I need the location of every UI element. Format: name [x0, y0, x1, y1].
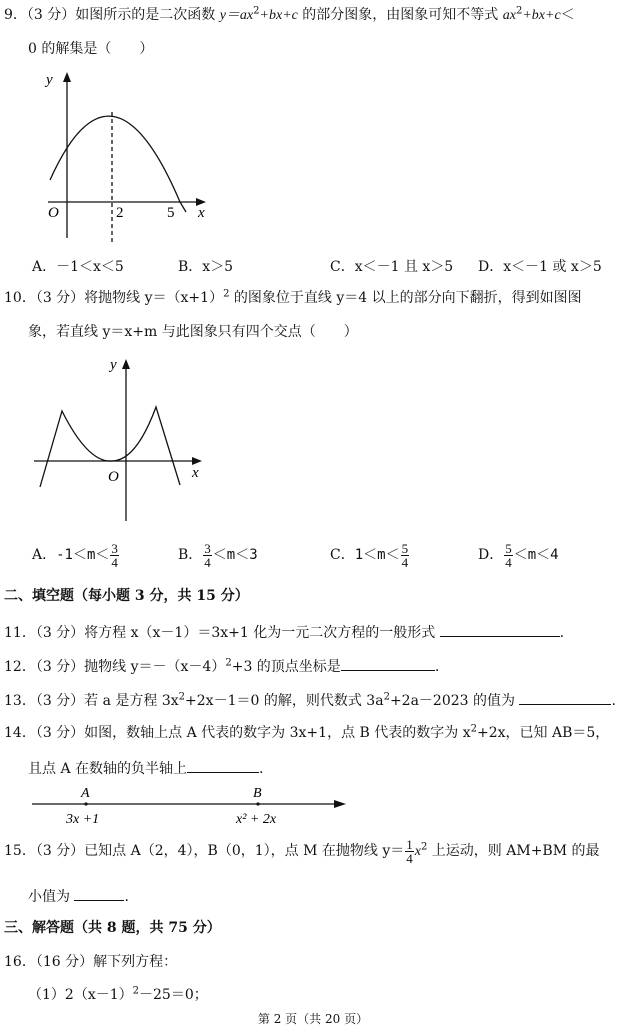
- frac-den: 4: [505, 554, 512, 570]
- q11-period: .: [559, 625, 565, 641]
- q13-text-b: +2x－1＝0 的解，则代数式 3a: [185, 693, 384, 709]
- q14-line1: [4, 724, 609, 742]
- q9-ineq-b: +bx+c: [522, 8, 561, 23]
- q16-text-b: －25＝0；: [139, 987, 208, 1003]
- q10-option-a[interactable]: [32, 540, 120, 570]
- q10-origin: O: [108, 469, 119, 485]
- q9-y-label: y: [46, 72, 53, 88]
- frac-num: 5: [401, 540, 409, 556]
- opt-text: ＜m＜4: [513, 547, 559, 563]
- sup: 2: [225, 657, 232, 669]
- q10-line1: [4, 289, 582, 307]
- q15-answer-blank[interactable]: [74, 886, 124, 901]
- q13-answer-blank[interactable]: [519, 690, 611, 705]
- sup: 2: [132, 985, 139, 997]
- sup: 2: [383, 691, 390, 703]
- q15-text-line2: 小值为: [28, 889, 70, 905]
- q15-line1: [4, 832, 600, 871]
- q14-label-b: B: [253, 786, 262, 801]
- frac-den: 4: [204, 554, 211, 570]
- q12-text-a: 12．（3 分）抛物线 y＝－（x－4）: [4, 659, 226, 675]
- q11-text: 11．（3 分）将方程 x（x－1）＝3x+1 化为一元二次方程的一般形式: [4, 625, 436, 641]
- q15-text-a: 15．（3 分）已知点 A（2，4），B（0，1），点 M 在抛物线 y＝: [4, 843, 405, 859]
- q12-text-b: +3 的顶点坐标是: [231, 659, 341, 675]
- q15-line2: [28, 886, 129, 906]
- opt-prefix: C．: [330, 547, 355, 563]
- q9-option-c[interactable]: C．x＜－1 且 x＞5: [330, 259, 454, 275]
- opt-text: ＜m＜3: [212, 547, 258, 563]
- q13-text-a: 13．（3 分）若 a 是方程 3x: [4, 693, 179, 709]
- q10-x-arrow: [192, 457, 202, 465]
- q10-y-arrow: [122, 359, 130, 369]
- q10-option-c[interactable]: [330, 540, 410, 570]
- frac-den: 4: [111, 554, 118, 570]
- fraction: [401, 542, 410, 569]
- sup: 2: [253, 5, 260, 17]
- sup: 2: [515, 5, 523, 17]
- q10-graph: [28, 355, 218, 525]
- q16-line1: 16．（16 分）解下列方程：: [4, 954, 178, 970]
- q14-point-b: [256, 802, 259, 805]
- q9-stem-text: 9．（3 分）如图所示的是二次函数: [4, 7, 220, 23]
- q13-text-c: +2a－2023 的值为: [389, 693, 516, 709]
- opt-prefix: D．: [478, 547, 504, 563]
- q14-number-line: [28, 783, 358, 829]
- q9-x-label: x: [198, 205, 205, 221]
- opt-prefix: A．: [32, 547, 57, 563]
- q9-y-arrow: [63, 72, 71, 82]
- q14-line2: [28, 758, 263, 778]
- section-2-heading: 二、填空题（每小题 3 分，共 15 分）: [4, 588, 249, 604]
- opt-prefix: B．: [178, 547, 203, 563]
- q12-period: .: [434, 659, 440, 675]
- q16-line2: [28, 986, 208, 1004]
- q9-parabola: [50, 116, 186, 212]
- q11-line: [4, 622, 564, 642]
- q12-line: [4, 656, 439, 676]
- q9-origin: O: [48, 205, 59, 221]
- q14-expr-a: 3x +1: [66, 812, 100, 827]
- q9-stem-text-b: 的部分图象，由图象可知不等式: [297, 7, 503, 23]
- q15-period: .: [124, 889, 129, 905]
- frac-num: 5: [505, 540, 512, 556]
- q9-tick-2: 2: [116, 205, 124, 221]
- q14-answer-blank[interactable]: [187, 758, 259, 773]
- q9-option-a[interactable]: A．－1＜x＜5: [32, 259, 124, 275]
- q9-graph: [30, 70, 220, 250]
- q11-answer-blank[interactable]: [440, 622, 560, 637]
- q14-text-line2: 且点 A 在数轴的负半轴上: [28, 761, 188, 777]
- q10-stem-b: 的图象位于直线 y＝4 以上的部分向下翻折，得到如图图: [229, 290, 582, 306]
- q10-y-label: y: [110, 357, 117, 373]
- q9-tick-5: 5: [167, 205, 175, 221]
- frac-num: 3: [111, 540, 118, 556]
- q14-label-a: A: [81, 786, 90, 801]
- sup: 2: [420, 841, 428, 853]
- page-footer: 第 2 页（共 20 页）: [257, 1012, 369, 1026]
- q9-func-b: +bx+c: [259, 8, 298, 23]
- q9-lt: ＜: [560, 7, 575, 23]
- frac-den: 4: [406, 850, 413, 866]
- q15-x: x: [414, 844, 421, 859]
- q10-line2: 象，若直线 y＝x+m 与此图象只有四个交点（ ）: [28, 324, 358, 340]
- section-3-heading: 三、解答题（共 8 题，共 75 分）: [4, 920, 221, 936]
- q14-text-b: +2x，已知 AB＝5，: [476, 725, 610, 741]
- fraction: [504, 542, 513, 569]
- q14-point-a: [84, 802, 87, 805]
- q16-text-a: （1）2（x－1）: [28, 987, 133, 1003]
- opt-text: -1＜m＜: [56, 547, 110, 563]
- q14-text-a: 14．（3 分）如图，数轴上点 A 代表的数字为 3x+1，点 B 代表的数字为 x: [4, 725, 471, 741]
- q14-axis-arrow: [334, 800, 346, 808]
- frac-num: 3: [204, 540, 211, 556]
- fraction: [110, 542, 119, 569]
- fraction: [203, 542, 212, 569]
- frac-den: 4: [401, 554, 409, 570]
- q9-ineq: ax: [502, 8, 516, 23]
- q9-option-b[interactable]: B．x＞5: [178, 259, 234, 275]
- q14-period: .: [259, 761, 264, 777]
- q10-option-d[interactable]: [478, 540, 559, 570]
- q13-line: [4, 690, 616, 710]
- q10-x-label: x: [192, 465, 199, 481]
- sup: 2: [223, 288, 230, 300]
- frac-num: 1: [406, 836, 413, 852]
- q12-answer-blank[interactable]: [341, 656, 435, 671]
- q10-option-b[interactable]: [178, 540, 258, 570]
- q14-expr-b: x² + 2x: [236, 812, 277, 827]
- q13-period: .: [611, 693, 616, 709]
- sup: 2: [470, 723, 477, 735]
- q15-fraction: [405, 838, 414, 865]
- q9-func: y＝ax: [219, 8, 254, 23]
- q9-option-d[interactable]: D．x＜－1 或 x＞5: [478, 259, 602, 275]
- q9-line1: [4, 6, 575, 25]
- sup: 2: [178, 691, 186, 703]
- q9-line2: 0 的解集是（ ）: [28, 41, 154, 57]
- q10-stem-a: 10．（3 分）将抛物线 y＝（x+1）: [4, 290, 224, 306]
- q15-text-c: 上运动，则 AM+BM 的最: [427, 843, 600, 859]
- opt-text: 1＜m＜: [354, 547, 400, 563]
